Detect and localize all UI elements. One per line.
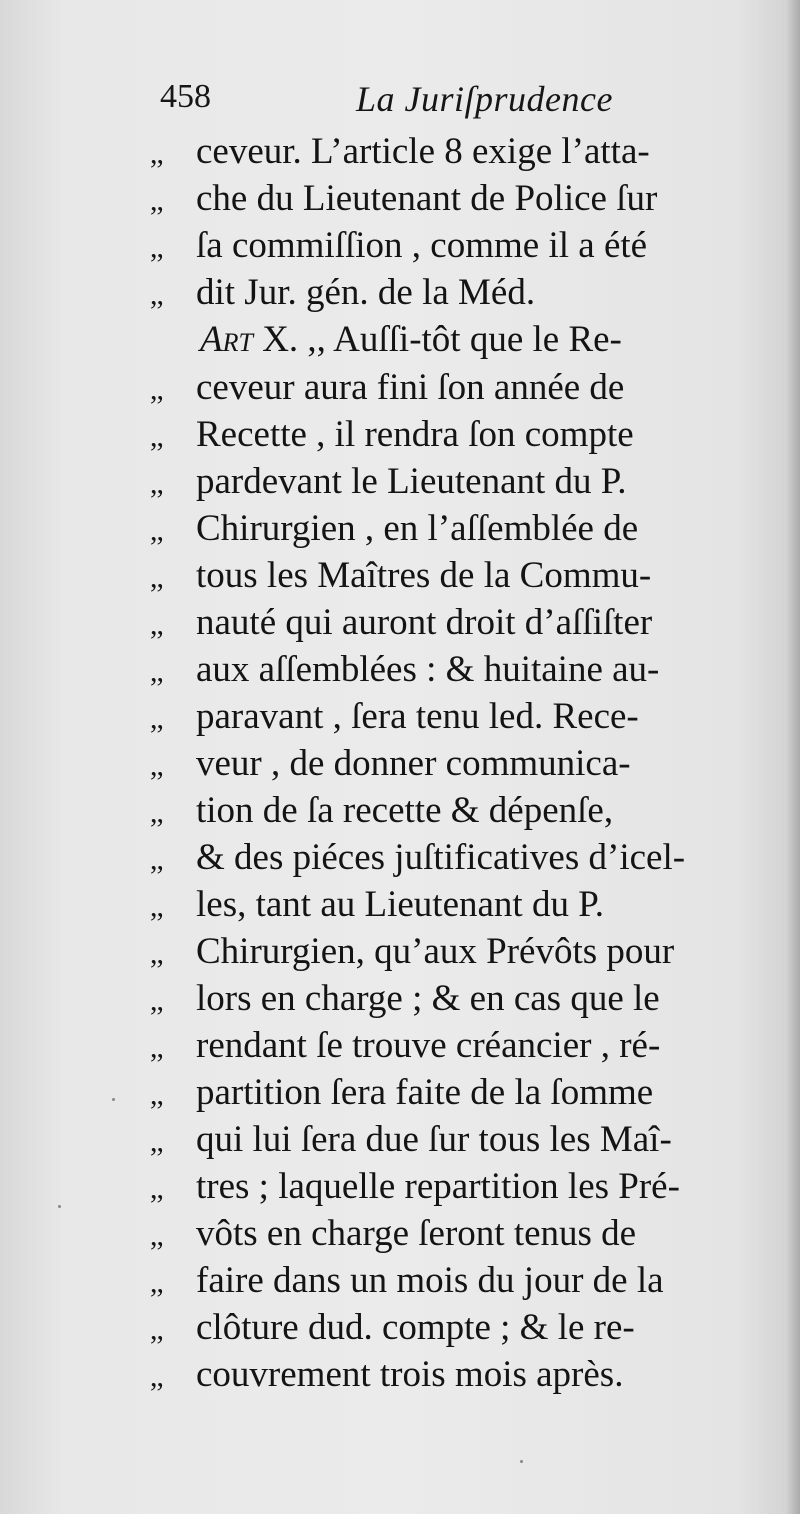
- text-line: [150, 1257, 765, 1305]
- line-text: ſa commiſſion , comme il a été: [196, 225, 648, 266]
- text-line: [150, 1022, 765, 1070]
- line-text: rendant ſe trouve créancier , ré-: [196, 1025, 661, 1066]
- quote-mark: ,,: [150, 1031, 163, 1064]
- paper-speck: [58, 1205, 61, 1208]
- line-text: paravant , ſera tenu led. Rece-: [196, 696, 639, 737]
- text-line: [150, 364, 765, 412]
- text-line: [150, 458, 765, 506]
- line-text: les, tant au Lieutenant du P.: [196, 884, 604, 925]
- quote-mark: ,,: [150, 608, 163, 641]
- line-text: Chirurgien , en l’aſſemblée de: [196, 508, 639, 549]
- line-text: vôts en charge ſeront tenus de: [196, 1213, 637, 1254]
- quote-mark: ,,: [150, 1172, 163, 1205]
- quote-mark: ,,: [150, 937, 163, 970]
- article-label: Art: [200, 319, 253, 360]
- quote-mark: ,,: [150, 1360, 163, 1393]
- text-line: [150, 505, 765, 553]
- quote-mark: ,,: [150, 655, 163, 688]
- text-line: [150, 975, 765, 1023]
- quote-mark: ,,: [150, 1219, 163, 1252]
- line-text: faire dans un mois du jour de la: [196, 1260, 664, 1301]
- quote-mark: ,,: [150, 467, 163, 500]
- quote-mark: ,,: [150, 749, 163, 782]
- article-rest: X. ,, Auſſi-tôt que le Re-: [252, 319, 622, 360]
- line-text: che du Lieutenant de Police ſur: [196, 178, 658, 219]
- text-line: [150, 269, 765, 317]
- article-heading-line: [200, 316, 760, 364]
- text-line: [150, 1116, 765, 1164]
- text-line: [150, 1210, 765, 1258]
- quote-mark: ,,: [150, 561, 163, 594]
- quote-mark: ,,: [150, 1266, 163, 1299]
- line-text: aux aſſemblées : & huitaine au-: [196, 649, 660, 690]
- quote-mark: ,,: [150, 1078, 163, 1111]
- line-text: & des piéces juſtificatives d’icel-: [196, 837, 686, 878]
- quote-mark: ,,: [150, 137, 163, 170]
- line-text: Chirurgien, qu’aux Prévôts pour: [196, 931, 675, 972]
- quote-mark: ,,: [150, 702, 163, 735]
- line-text: dit Jur. gén. de la Méd.: [196, 272, 536, 313]
- line-text: tres ; laquelle repartition les Pré-: [196, 1166, 680, 1207]
- quote-mark: ,,: [150, 514, 163, 547]
- line-text: qui lui ſera due ſur tous les Maî-: [196, 1119, 672, 1160]
- line-text: tion de ſa recette & dépenſe,: [196, 790, 614, 831]
- text-line: [150, 1163, 765, 1211]
- quote-mark: ,,: [150, 184, 163, 217]
- running-title: La Juriſprudence: [356, 79, 613, 119]
- text-line: [150, 881, 765, 929]
- quote-mark: ,,: [150, 231, 163, 264]
- page-number: 458: [160, 78, 211, 115]
- text-line: [150, 646, 765, 694]
- line-text: tous les Maîtres de la Commu-: [196, 555, 652, 596]
- quote-mark: ,,: [150, 1125, 163, 1158]
- text-line: [150, 128, 765, 176]
- text-line: [150, 552, 765, 600]
- line-text: Recette , il rendra ſon compte: [196, 414, 634, 455]
- quote-mark: ,,: [150, 984, 163, 1017]
- page-header: [160, 78, 660, 118]
- quote-mark: ,,: [150, 843, 163, 876]
- text-line: [150, 599, 765, 647]
- line-text: couvrement trois mois après.: [196, 1354, 624, 1395]
- line-text: lors en charge ; & en cas que le: [196, 978, 660, 1019]
- line-text: pardevant le Lieutenant du P.: [196, 461, 627, 502]
- text-line: [150, 740, 765, 788]
- text-line: [150, 1069, 765, 1117]
- quote-mark: ,,: [150, 796, 163, 829]
- line-text: partition ſera faite de la ſomme: [196, 1072, 654, 1113]
- line-text: ceveur aura fini ſon année de: [196, 367, 625, 408]
- text-line: [150, 834, 765, 882]
- text-line: [150, 1351, 765, 1399]
- line-text: clôture dud. compte ; & le re-: [196, 1307, 635, 1348]
- quote-mark: ,,: [150, 420, 163, 453]
- quote-mark: ,,: [150, 1313, 163, 1346]
- line-text: veur , de donner communica-: [196, 743, 631, 784]
- text-line: [150, 222, 765, 270]
- quote-mark: ,,: [150, 890, 163, 923]
- text-line: [150, 175, 765, 223]
- paper-speck: [112, 1098, 115, 1101]
- line-text: nauté qui auront droit d’aſſiſter: [196, 602, 653, 643]
- line-text: ceveur. L’article 8 exige l’atta-: [196, 131, 650, 172]
- text-line: [150, 1304, 765, 1352]
- text-line: [150, 787, 765, 835]
- paper-speck: [520, 1460, 523, 1463]
- text-line: [150, 411, 765, 459]
- quote-mark: ,,: [150, 278, 163, 311]
- text-line: [150, 928, 765, 976]
- quote-mark: ,,: [150, 373, 163, 406]
- text-line: [150, 693, 765, 741]
